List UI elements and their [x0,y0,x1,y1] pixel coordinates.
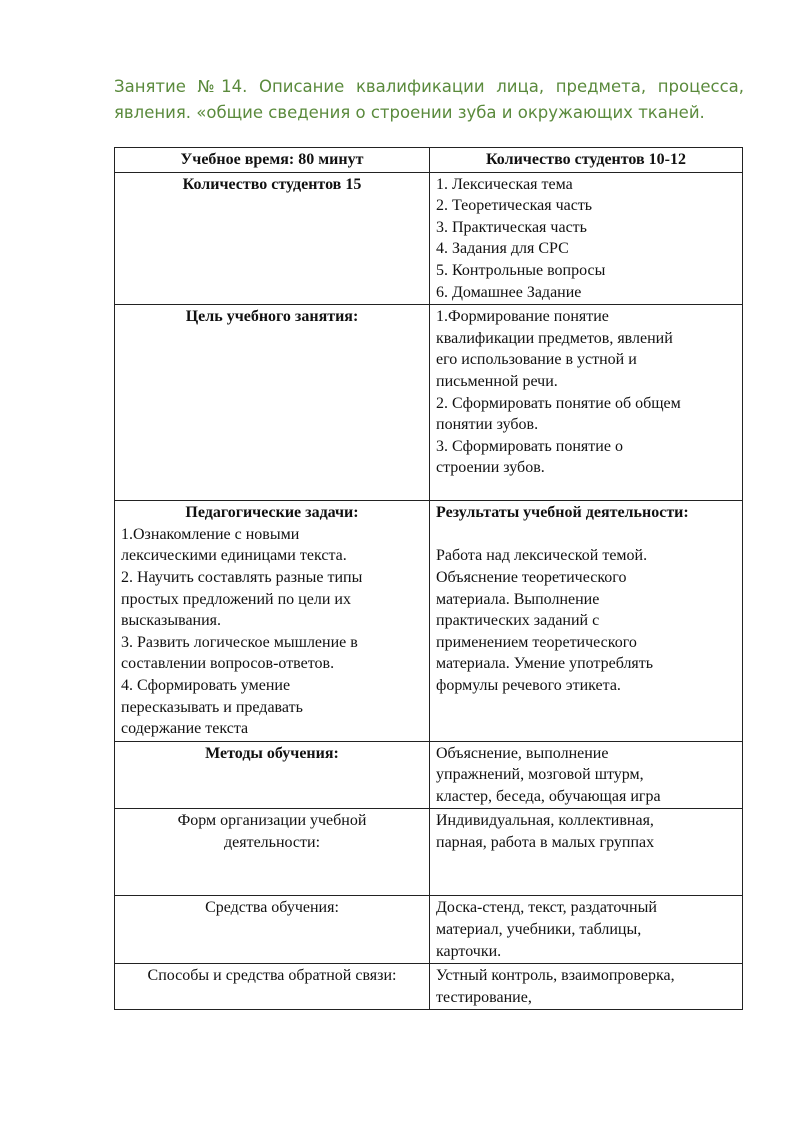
list-item: 5. Контрольные вопросы [436,261,606,279]
text-line: пересказывать и предавать [121,698,303,716]
list-item: 4. Задания для СРС [436,240,569,258]
table-row-feedback [115,964,743,1010]
pedagogical-tasks-heading: Педагогические задачи: [185,504,359,522]
methods-label-cell: Методы обучения: [115,741,430,809]
text-line: квалификации предметов, явлений [436,329,673,347]
text-line: 3. Сформировать понятие о [436,437,623,455]
text-line: строении зубов. [436,459,545,477]
lesson-title: Занятие №14. Описание квалификации лица, предмета, процесса, явления. «общие сведения о строении зуба и окружающих тканей. [114,77,744,122]
learning-results-heading: Результаты учебной деятельности: [436,504,689,522]
means-label-cell: Средства обучения: [115,896,430,964]
forms-label-cell [115,809,430,896]
text-line: понятии зубов. [436,416,539,434]
table-row-header [115,148,743,173]
text-line: Объяснение теоретического [436,568,627,586]
table-row-goal [115,305,743,501]
means-text-cell [430,896,743,964]
text-line: деятельности: [223,834,321,852]
text-line: материала. Выполнение [436,590,600,608]
lesson-plan-table [114,147,743,1010]
text-line: 2. Сформировать понятие об общем [436,394,681,412]
learning-results-cell [430,501,743,742]
table-row-structure [115,172,743,305]
text-line: 4. Сформировать умение [121,676,291,694]
goal-text-cell [430,305,743,501]
text-line: Устный контроль, взаимопроверка, [436,967,675,985]
spacer [436,524,736,546]
text-line: 2. Научить составлять разные типы [121,568,363,586]
text-line: карточки. [436,942,502,960]
text-line: 3. Развить логическое мышление в [121,633,358,651]
list-item: 1. Лексическая тема [436,175,573,193]
pedagogical-tasks-cell [115,501,430,742]
text-line: Форм организации учебной [177,812,367,830]
feedback-label-cell: Способы и средства обратной связи: [115,964,430,1010]
text-line: содержание текста [121,720,249,738]
text-line: Доска-стенд, текст, раздаточный [436,899,657,917]
text-line: тестирование, [436,988,532,1006]
text-line: парная, работа в малых группах [436,834,655,852]
text-line: кластер, беседа, обучающая игра [436,787,661,805]
study-time-cell: Учебное время: 80 минут [115,148,430,173]
text-line: высказывания. [121,612,222,630]
text-line: 1.Ознакомление с новыми [121,525,300,543]
text-line: применением теоретического [436,633,637,651]
text-line: формулы речевого этикета. [436,676,621,694]
table-row-means [115,896,743,964]
text-line: простых предложений по цели их [121,590,351,608]
students-count-cell: Количество студентов 10-12 [430,148,743,173]
goal-label-cell: Цель учебного занятия: [115,305,430,501]
table-row-forms [115,809,743,896]
text-line: 1.Формирование понятие [436,308,609,326]
list-item: 3. Практическая часть [436,218,587,236]
feedback-text-cell [430,964,743,1010]
table-row-tasks [115,501,743,742]
text-line: Индивидуальная, коллективная, [436,812,654,830]
text-line: практических заданий с [436,612,600,630]
text-line: Работа над лексической темой. [436,547,648,565]
text-line: его использование в устной и [436,351,637,369]
students-15-cell: Количество студентов 15 [115,172,430,305]
text-line: письменной речи. [436,372,558,390]
text-line: материал, учебники, таблицы, [436,921,642,939]
list-item: 2. Теоретическая часть [436,197,593,215]
lesson-structure-cell [430,172,743,305]
list-item: 6. Домашнее Задание [436,283,582,301]
text-line: упражнений, мозговой штурм, [436,766,644,784]
forms-text-cell [430,809,743,896]
text-line: материала. Умение употреблять [436,655,654,673]
text-line: Объяснение, выполнение [436,744,609,762]
methods-text-cell [430,741,743,809]
table-row-methods [115,741,743,809]
text-line: лексическими единицами текста. [121,547,347,565]
text-line: составлении вопросов-ответов. [121,655,335,673]
